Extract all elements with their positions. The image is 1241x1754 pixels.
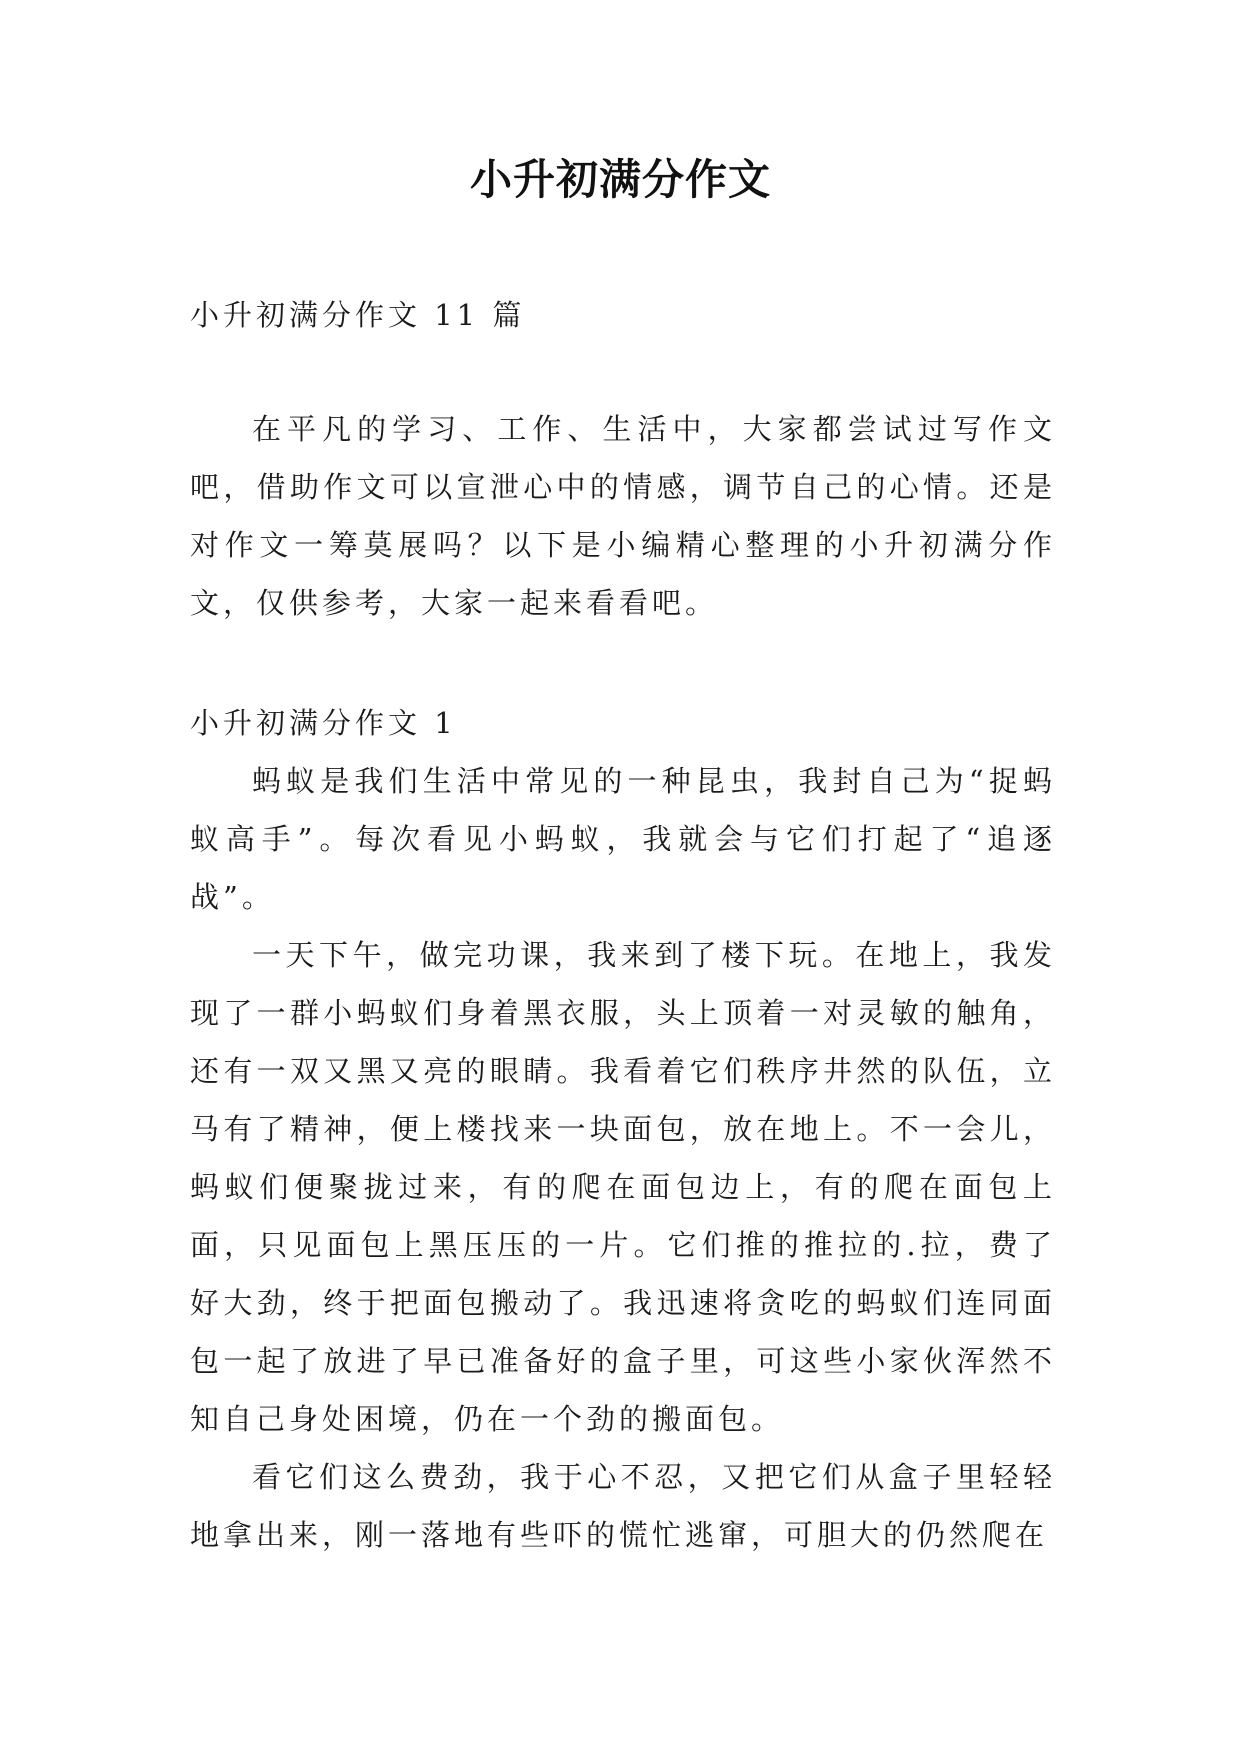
article-paragraph: 蚂蚁是我们生活中常见的一种昆虫，我封自己为“捉蚂蚁高手”。每次看见小蚂蚁，我就会与它们打起了“追逐战”。 [190, 764, 1056, 914]
document-subtitle: 小升初满分作文 11 篇 [190, 298, 526, 332]
document-title: 小升初满分作文 [469, 155, 771, 204]
article-paragraph: 看它们这么费劲，我于心不忍，又把它们从盒子里轻轻地拿出来，刚一落地有些吓的慌忙逃窜，可胆大的仍然爬在 [190, 1460, 1056, 1552]
section-heading: 小升初满分作文 1 [190, 706, 457, 740]
article-body [190, 752, 1056, 1564]
article-paragraph: 一天下午，做完功课，我来到了楼下玩。在地上，我发现了一群小蚂蚁们身着黑衣服，头上顶着一对灵敏的触角，还有一双又黑又亮的眼睛。我看着它们秩序井然的队伍，立马有了精神，便上楼找来一块面包，放在地上。不一会儿，蚂蚁们便聚拢过来，有的爬在面包边上，有的爬在面包上面，只见面包上黑压压的一片。它们推的推拉的.拉，费了好大劲，终于把面包搬动了。我迅速将贪吃的蚂蚁们连同面包一起了放进了早已准备好的盒子里，可这些小家伙浑然不知自己身处困境，仍在一个劲的搬面包。 [190, 938, 1056, 1436]
intro-paragraph: 在平凡的学习、工作、生活中，大家都尝试过写作文吧，借助作文可以宣泄心中的情感，调节自己的心情。还是对作文一筹莫展吗？以下是小编精心整理的小升初满分作文，仅供参考，大家一起来看看吧。 [190, 412, 1056, 620]
